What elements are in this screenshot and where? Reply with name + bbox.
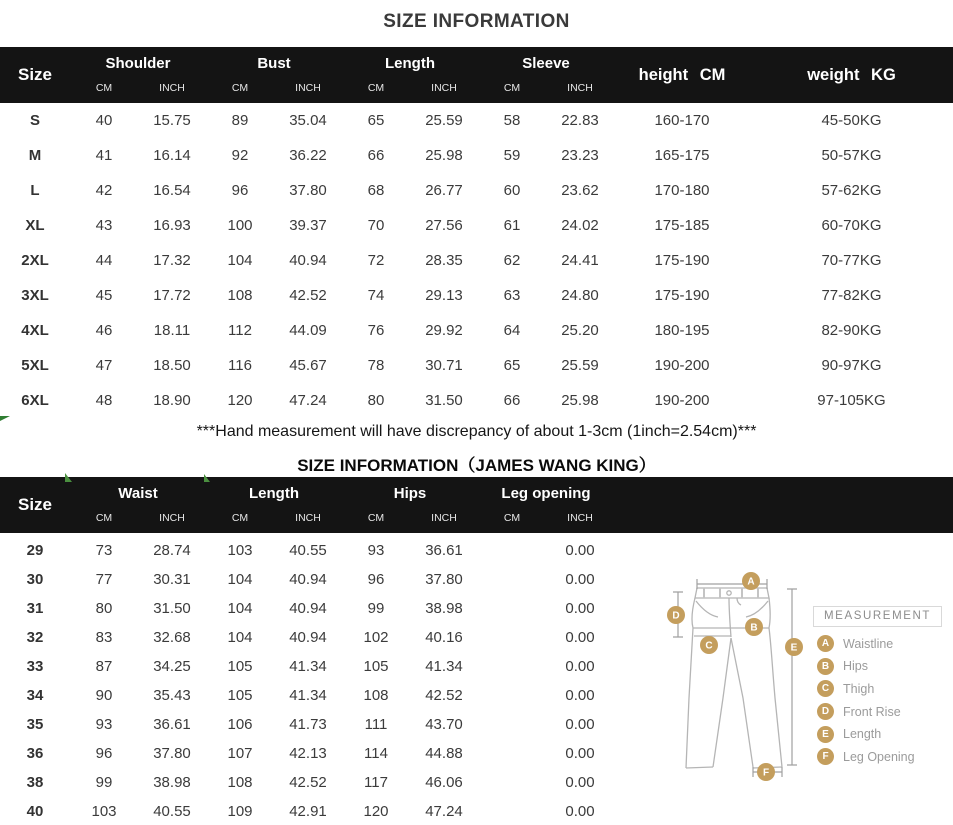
table-row: [0, 348, 953, 383]
value-cell: 66: [367, 147, 385, 164]
value-cell: 38.98: [153, 774, 191, 791]
value-cell: 57-62KG: [821, 182, 882, 199]
value-cell: 87: [95, 658, 113, 675]
inch-subheader: INCH: [295, 512, 321, 524]
green-artifact-mark: [0, 416, 10, 426]
inch-subheader: INCH: [159, 512, 185, 524]
green-artifact-mark: [204, 474, 210, 482]
size-cell: 29: [26, 542, 44, 559]
value-cell: 39.37: [289, 217, 327, 234]
table-row: [0, 103, 953, 138]
value-cell: 41.34: [425, 658, 463, 675]
value-cell: 29.13: [425, 287, 463, 304]
legend-label: Waistline: [843, 636, 894, 651]
value-cell: 105: [363, 658, 389, 675]
value-cell: 60: [503, 182, 521, 199]
value-cell: 170-180: [654, 182, 710, 199]
value-cell: 29.92: [425, 322, 463, 339]
table-row: [0, 383, 953, 418]
value-cell: 0.00: [565, 687, 595, 704]
cm-subheader: CM: [231, 82, 249, 94]
value-cell: 120: [227, 392, 253, 409]
value-cell: 18.11: [153, 322, 191, 339]
table-row: [0, 278, 953, 313]
size-cell: XL: [25, 217, 45, 234]
value-cell: 90: [95, 687, 113, 704]
value-cell: 89: [231, 112, 249, 129]
table-row: [0, 313, 953, 348]
bust-group-header: Bust: [257, 54, 291, 72]
legend-key-badge: A: [817, 635, 834, 652]
badge-d-letter: D: [672, 610, 680, 622]
value-cell: 0.00: [565, 571, 595, 588]
size-cell: M: [28, 147, 42, 164]
value-cell: 41.73: [289, 716, 327, 733]
legend-key-badge: F: [817, 748, 834, 765]
value-cell: 0.00: [565, 716, 595, 733]
value-cell: 99: [367, 600, 385, 617]
value-cell: 23.62: [561, 182, 599, 199]
value-cell: 66: [503, 392, 521, 409]
size-cell: L: [30, 182, 40, 199]
value-cell: 62: [503, 252, 521, 269]
legend-key-badge: E: [817, 726, 834, 743]
value-cell: 116: [228, 357, 252, 374]
legend-label: Length: [843, 727, 882, 742]
value-cell: 63: [503, 287, 521, 304]
value-cell: 99: [95, 774, 113, 791]
inch-subheader: INCH: [431, 82, 457, 94]
value-cell: 37.80: [153, 745, 191, 762]
measurement-legend-title: MEASUREMENT: [813, 606, 942, 627]
legend-key-badge: C: [817, 680, 834, 697]
measurement-disclaimer: ***Hand measurement will have discrepancy of about 1-3cm (1inch=2.54cm)***: [196, 423, 757, 440]
inch-subheader: INCH: [159, 82, 185, 94]
value-cell: 64: [503, 322, 521, 339]
pants-illustration: [645, 548, 810, 798]
size-table-header: [0, 47, 953, 103]
value-cell: 45: [95, 287, 113, 304]
value-cell: 34.25: [153, 658, 191, 675]
value-cell: 105: [227, 658, 253, 675]
value-cell: 42.13: [289, 745, 327, 762]
badge-e-letter: E: [790, 642, 798, 654]
value-cell: 18.50: [153, 357, 191, 374]
value-cell: 16.93: [153, 217, 191, 234]
value-cell: 40.55: [153, 803, 191, 820]
value-cell: 70: [367, 217, 385, 234]
pants-measurement-diagram: [645, 548, 953, 798]
inch-subheader: INCH: [567, 512, 593, 524]
size-cell: 33: [26, 658, 44, 675]
value-cell: 44: [95, 252, 113, 269]
value-cell: 16.14: [153, 147, 191, 164]
cm-subheader: CM: [231, 512, 249, 524]
value-cell: 47.24: [289, 392, 327, 409]
legend-label: Hips: [843, 659, 869, 674]
value-cell: 108: [363, 687, 389, 704]
value-cell: 0.00: [565, 600, 595, 617]
value-cell: 77-82KG: [821, 287, 882, 304]
value-cell: 93: [367, 542, 385, 559]
value-cell: 28.74: [153, 542, 191, 559]
value-cell: 32.68: [153, 629, 191, 646]
value-cell: 0.00: [565, 542, 595, 559]
value-cell: 104: [227, 629, 253, 646]
value-cell: 111: [364, 716, 388, 733]
waist-group-header: Waist: [118, 484, 158, 502]
value-cell: 16.54: [153, 182, 191, 199]
value-cell: 35.04: [289, 112, 327, 129]
value-cell: 104: [227, 600, 253, 617]
value-cell: 93: [95, 716, 113, 733]
second-table-title: SIZE INFORMATION（JAMES WANG KING）: [297, 456, 656, 475]
value-cell: 78: [367, 357, 385, 374]
leg-opening-group-header: Leg opening: [501, 484, 591, 502]
value-cell: 109: [227, 803, 253, 820]
pants-outline-graphic: [686, 588, 782, 768]
value-cell: 0.00: [565, 745, 595, 762]
value-cell: 103: [91, 803, 117, 820]
size-cell: 32: [26, 629, 44, 646]
table-row: [0, 243, 953, 278]
page-title: SIZE INFORMATION: [383, 11, 570, 32]
value-cell: 40.16: [425, 629, 463, 646]
value-cell: 59: [503, 147, 521, 164]
green-artifact-mark: [65, 473, 72, 482]
value-cell: 114: [364, 745, 388, 762]
legend-item: [817, 703, 915, 720]
value-cell: 25.59: [561, 357, 599, 374]
value-cell: 105: [227, 687, 253, 704]
value-cell: 77: [95, 571, 113, 588]
value-cell: 27.56: [425, 217, 463, 234]
size-cell: 31: [26, 600, 44, 617]
value-cell: 44.09: [289, 322, 327, 339]
value-cell: 43: [95, 217, 113, 234]
inch-subheader: INCH: [567, 82, 593, 94]
value-cell: 42.52: [289, 774, 327, 791]
value-cell: 102: [363, 629, 389, 646]
badge-f-letter: F: [762, 767, 770, 779]
weight-column-header: weight KG: [807, 65, 896, 84]
value-cell: 40.94: [289, 252, 327, 269]
pants-table-header: [0, 477, 953, 533]
table-row: [0, 797, 953, 825]
measurement-legend: [817, 635, 915, 771]
legend-label: Thigh: [843, 681, 875, 696]
value-cell: 60-70KG: [821, 217, 882, 234]
value-cell: 42: [95, 182, 113, 199]
value-cell: 42.52: [425, 687, 463, 704]
value-cell: 31.50: [425, 392, 463, 409]
value-cell: 43.70: [425, 716, 463, 733]
badge-a-letter: A: [747, 576, 755, 588]
value-cell: 190-200: [654, 357, 710, 374]
value-cell: 82-90KG: [821, 322, 882, 339]
legend-item: [817, 658, 915, 675]
value-cell: 30.31: [153, 571, 191, 588]
value-cell: 36.22: [289, 147, 327, 164]
length-group-header: Length: [385, 54, 435, 72]
measure-lines-graphic: [673, 576, 797, 777]
value-cell: 40.94: [289, 571, 327, 588]
value-cell: 160-170: [654, 112, 710, 129]
value-cell: 46: [95, 322, 113, 339]
size-column-header: Size: [17, 65, 53, 84]
value-cell: 48: [95, 392, 113, 409]
value-cell: 47.24: [425, 803, 463, 820]
legend-item: [817, 635, 915, 652]
value-cell: 41.34: [289, 687, 327, 704]
value-cell: 24.80: [561, 287, 599, 304]
value-cell: 24.02: [561, 217, 599, 234]
value-cell: 90-97KG: [821, 357, 882, 374]
value-cell: 45-50KG: [821, 112, 882, 129]
cm-subheader: CM: [367, 512, 385, 524]
size-cell: 6XL: [21, 392, 49, 409]
value-cell: 104: [227, 571, 253, 588]
size-cell: 35: [26, 716, 44, 733]
value-cell: 22.83: [561, 112, 599, 129]
value-cell: 65: [367, 112, 385, 129]
value-cell: 46.06: [425, 774, 463, 791]
value-cell: 24.41: [561, 252, 599, 269]
value-cell: 72: [367, 252, 385, 269]
badge-c-letter: C: [705, 640, 713, 652]
value-cell: 25.98: [561, 392, 599, 409]
value-cell: 96: [95, 745, 113, 762]
value-cell: 42.52: [289, 287, 327, 304]
size-cell: 4XL: [21, 322, 49, 339]
size-cell: 30: [26, 571, 44, 588]
legend-label: Leg Opening: [843, 749, 915, 764]
value-cell: 65: [503, 357, 521, 374]
inch-subheader: INCH: [295, 82, 321, 94]
value-cell: 92: [231, 147, 249, 164]
value-cell: 180-195: [654, 322, 710, 339]
value-cell: 44.88: [425, 745, 463, 762]
value-cell: 0.00: [565, 629, 595, 646]
value-cell: 73: [95, 542, 113, 559]
legend-item: [817, 748, 915, 765]
value-cell: 80: [367, 392, 385, 409]
value-cell: 38.98: [425, 600, 463, 617]
value-cell: 42.91: [289, 803, 327, 820]
value-cell: 26.77: [425, 182, 463, 199]
legend-key-badge: B: [817, 658, 834, 675]
value-cell: 0.00: [565, 774, 595, 791]
value-cell: 0.00: [565, 803, 595, 820]
value-cell: 175-190: [654, 252, 710, 269]
value-cell: 25.59: [425, 112, 463, 129]
value-cell: 107: [227, 745, 253, 762]
value-cell: 41.34: [289, 658, 327, 675]
value-cell: 36.61: [153, 716, 191, 733]
value-cell: 120: [363, 803, 389, 820]
size-cell: 5XL: [21, 357, 49, 374]
value-cell: 100: [227, 217, 253, 234]
legend-item: [817, 680, 915, 697]
size-cell: 2XL: [21, 252, 49, 269]
value-cell: 25.98: [425, 147, 463, 164]
value-cell: 17.32: [153, 252, 191, 269]
badge-b-letter: B: [750, 622, 758, 634]
size-cell: 40: [26, 803, 44, 820]
value-cell: 37.80: [425, 571, 463, 588]
value-cell: 96: [367, 571, 385, 588]
value-cell: 96: [231, 182, 249, 199]
value-cell: 68: [367, 182, 385, 199]
legend-label: Front Rise: [843, 704, 901, 719]
value-cell: 58: [503, 112, 521, 129]
size-column-header: Size: [17, 495, 53, 514]
cm-subheader: CM: [95, 82, 113, 94]
value-cell: 0.00: [565, 658, 595, 675]
size-cell: 3XL: [21, 287, 49, 304]
value-cell: 76: [367, 322, 385, 339]
value-cell: 45.67: [289, 357, 327, 374]
value-cell: 47: [95, 357, 113, 374]
value-cell: 108: [227, 287, 253, 304]
value-cell: 31.50: [153, 600, 191, 617]
value-cell: 40.94: [289, 629, 327, 646]
value-cell: 36.61: [425, 542, 463, 559]
value-cell: 35.43: [153, 687, 191, 704]
value-cell: 74: [367, 287, 385, 304]
value-cell: 108: [227, 774, 253, 791]
value-cell: 17.72: [153, 287, 191, 304]
value-cell: 25.20: [561, 322, 599, 339]
size-table-body: [0, 103, 953, 418]
value-cell: 70-77KG: [821, 252, 882, 269]
value-cell: 37.80: [289, 182, 327, 199]
value-cell: 40.55: [289, 542, 327, 559]
value-cell: 15.75: [153, 112, 191, 129]
table-row: [0, 138, 953, 173]
shoulder-group-header: Shoulder: [105, 54, 171, 72]
value-cell: 28.35: [425, 252, 463, 269]
legend-item: [817, 726, 915, 743]
size-cell: 38: [26, 774, 44, 791]
value-cell: 165-175: [654, 147, 710, 164]
value-cell: 175-185: [654, 217, 710, 234]
size-cell: 36: [26, 745, 44, 762]
table-row: [0, 173, 953, 208]
length-group-header: Length: [249, 484, 299, 502]
cm-subheader: CM: [503, 512, 521, 524]
value-cell: 104: [227, 252, 253, 269]
value-cell: 18.90: [153, 392, 191, 409]
sleeve-group-header: Sleeve: [522, 54, 570, 72]
height-column-header: height CM: [638, 65, 726, 84]
value-cell: 30.71: [425, 357, 463, 374]
table-row: [0, 208, 953, 243]
size-cell: 34: [26, 687, 44, 704]
cm-subheader: CM: [503, 82, 521, 94]
value-cell: 103: [227, 542, 253, 559]
value-cell: 97-105KG: [817, 392, 886, 409]
value-cell: 83: [95, 629, 113, 646]
value-cell: 112: [228, 322, 252, 339]
cm-subheader: CM: [95, 512, 113, 524]
value-cell: 117: [364, 774, 388, 791]
legend-key-badge: D: [817, 703, 834, 720]
value-cell: 23.23: [561, 147, 599, 164]
value-cell: 106: [227, 716, 253, 733]
value-cell: 50-57KG: [821, 147, 882, 164]
size-cell: S: [29, 112, 40, 129]
hips-group-header: Hips: [393, 484, 427, 502]
value-cell: 175-190: [654, 287, 710, 304]
value-cell: 41: [95, 147, 113, 164]
value-cell: 40.94: [289, 600, 327, 617]
cm-subheader: CM: [367, 82, 385, 94]
value-cell: 40: [95, 112, 113, 129]
value-cell: 61: [503, 217, 521, 234]
inch-subheader: INCH: [431, 512, 457, 524]
value-cell: 80: [95, 600, 113, 617]
value-cell: 190-200: [654, 392, 710, 409]
